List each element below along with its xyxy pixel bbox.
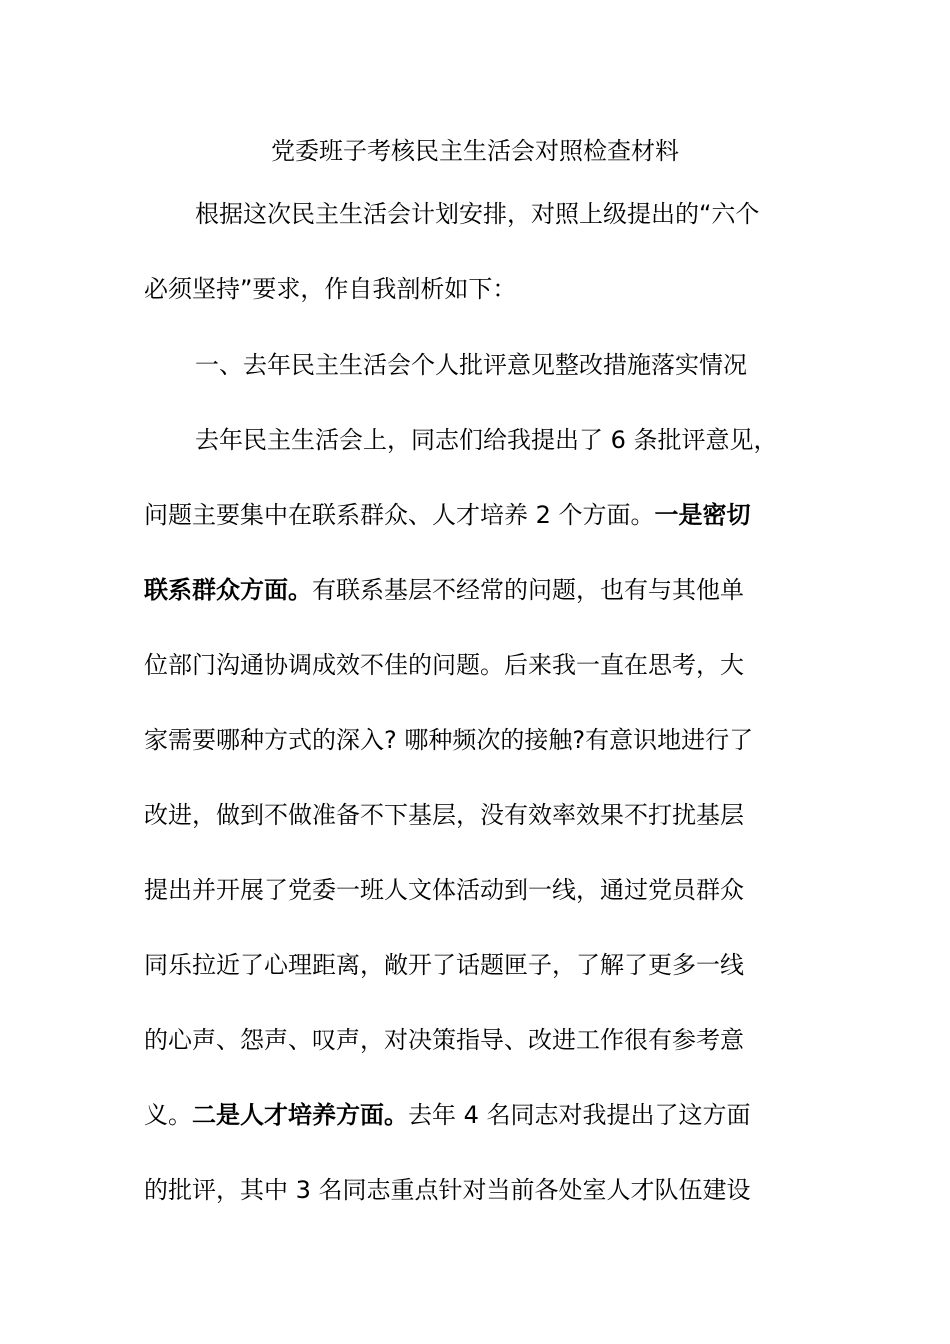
body-line-10-text: 义。 [144,1101,192,1129]
body-line-2 [144,497,751,533]
body-line-10-bold: 二是人才培养方面。 [192,1101,408,1129]
body-line-3 [144,572,744,608]
body-line-9: 的心声、怨声、叹声，对决策指导、改进工作很有参考意 [144,1026,744,1054]
body-line-10-text2: 去年 4 名同志对我提出了这方面 [408,1101,751,1129]
body-line-11: 的批评，其中 3 名同志重点针对当前各处室人才队伍建设 [144,1176,751,1204]
body-line-3-text: 有联系基层不经常的问题，也有与其他单 [312,576,744,604]
intro-line-1: 根据这次民主生活会计划安排，对照上级提出的“六个 [195,200,760,228]
body-line-5: 家需要哪种方式的深入? 哪种频次的接触?有意识地进行了 [144,726,754,754]
body-line-10 [144,1097,751,1133]
body-line-8: 同乐拉近了心理距离，敞开了话题匣子，了解了更多一线 [144,951,744,979]
document-title: 党委班子考核民主生活会对照检查材料 [271,137,679,165]
body-line-1: 去年民主生活会上，同志们给我提出了 6 条批评意见， [195,426,778,454]
intro-line-2: 必须坚持”要求，作自我剖析如下： [144,275,517,303]
body-line-2-text: 问题主要集中在联系群众、人才培养 2 个方面。 [144,501,655,529]
body-line-6: 改进，做到不做准备不下基层，没有效率效果不打扰基层 [144,801,744,829]
section-heading: 一、去年民主生活会个人批评意见整改措施落实情况 [195,351,747,379]
body-line-2-bold: 一是密切 [654,501,751,529]
body-line-4: 位部门沟通协调成效不佳的问题。后来我一直在思考，大 [144,651,744,679]
body-line-7: 提出并开展了党委一班人文体活动到一线，通过党员群众 [144,876,744,904]
body-line-3-bold: 联系群众方面。 [144,576,312,604]
